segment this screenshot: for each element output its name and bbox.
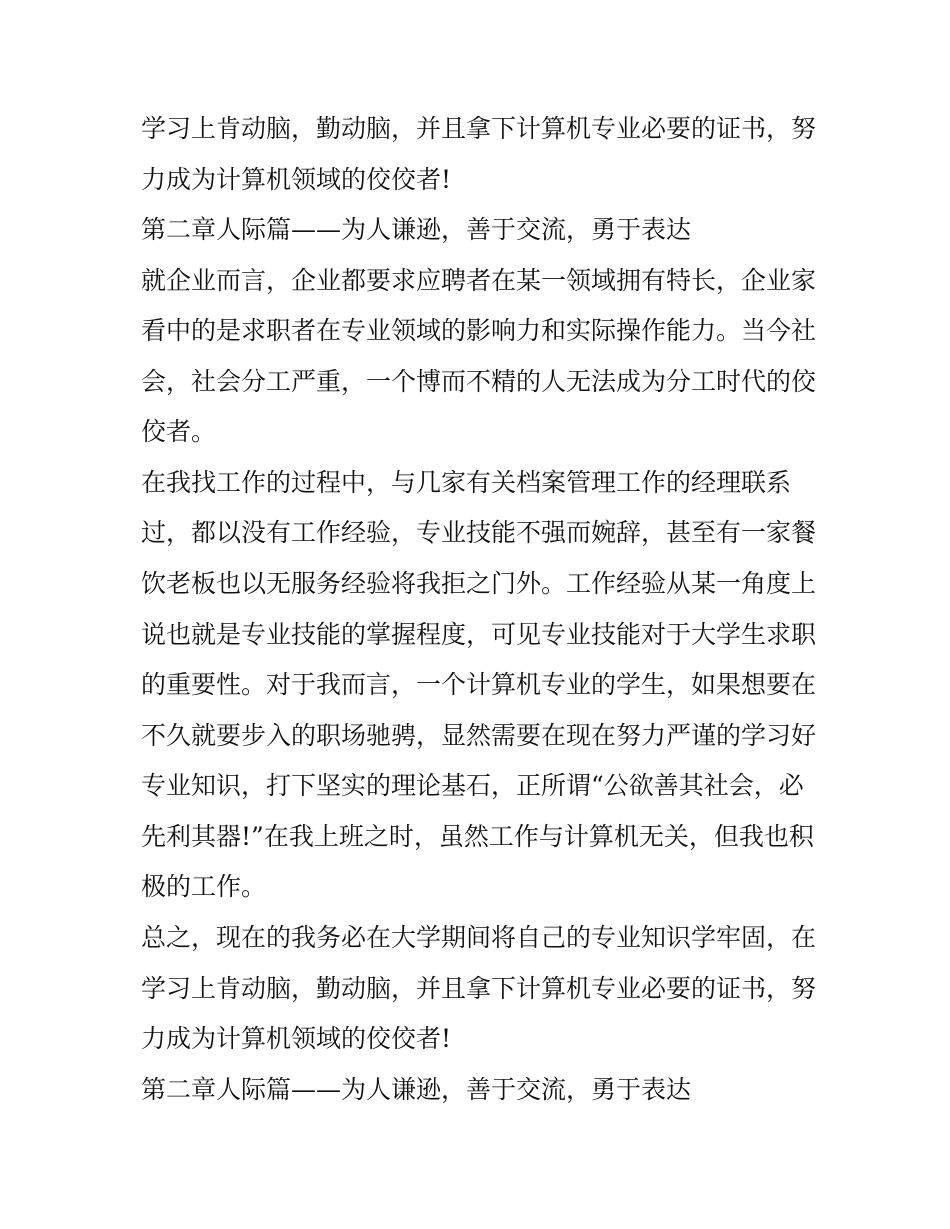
text-line-14: 专业知识，打下坚实的理论基石，正所谓“公欲善其社会，必	[141, 771, 804, 800]
text-line-2: 力成为计算机领域的佼佼者!	[141, 165, 452, 194]
text-line-15: 先利其器!”在我上班之时，虽然工作与计算机无关，但我也积	[141, 822, 814, 851]
text-line-16: 极的工作。	[141, 872, 267, 901]
text-line-1: 学习上肯动脑，勤动脑，并且拿下计算机专业必要的证书，努	[141, 114, 817, 143]
text-line-4: 就企业而言，企业都要求应聘者在某一领域拥有特长，企业家	[141, 266, 817, 295]
text-line-11: 说也就是专业技能的掌握程度，可见专业技能对于大学生求职	[141, 620, 817, 649]
chapter-heading: 第二章人际篇——为人谦逊，善于交流，勇于表达	[141, 215, 692, 244]
text-line-19: 力成为计算机领域的佼佼者!	[141, 1024, 452, 1053]
text-line-13: 不久就要步入的职场驰骋，显然需要在现在努力严谨的学习好	[141, 721, 817, 750]
chapter-heading-repeat: 第二章人际篇——为人谦逊，善于交流，勇于表达	[141, 1075, 692, 1104]
text-line-6: 会，社会分工严重，一个博而不精的人无法成为分工时代的佼	[141, 367, 817, 396]
text-line-7: 佼者。	[141, 417, 217, 446]
text-line-9: 过，都以没有工作经验，专业技能不强而婉辞，甚至有一家餐	[141, 518, 817, 547]
text-line-12: 的重要性。对于我而言，一个计算机专业的学生，如果想要在	[141, 670, 817, 699]
text-line-10: 饮老板也以无服务经验将我拒之门外。工作经验从某一角度上	[141, 569, 817, 598]
text-line-8: 在我找工作的过程中，与几家有关档案管理工作的经理联系	[141, 468, 792, 497]
text-line-5: 看中的是求职者在专业领域的影响力和实际操作能力。当今社	[141, 316, 817, 345]
text-line-18: 学习上肯动脑，勤动脑，并且拿下计算机专业必要的证书，努	[141, 974, 817, 1003]
text-line-17: 总之，现在的我务必在大学期间将自己的专业知识学牢固，在	[141, 923, 817, 952]
